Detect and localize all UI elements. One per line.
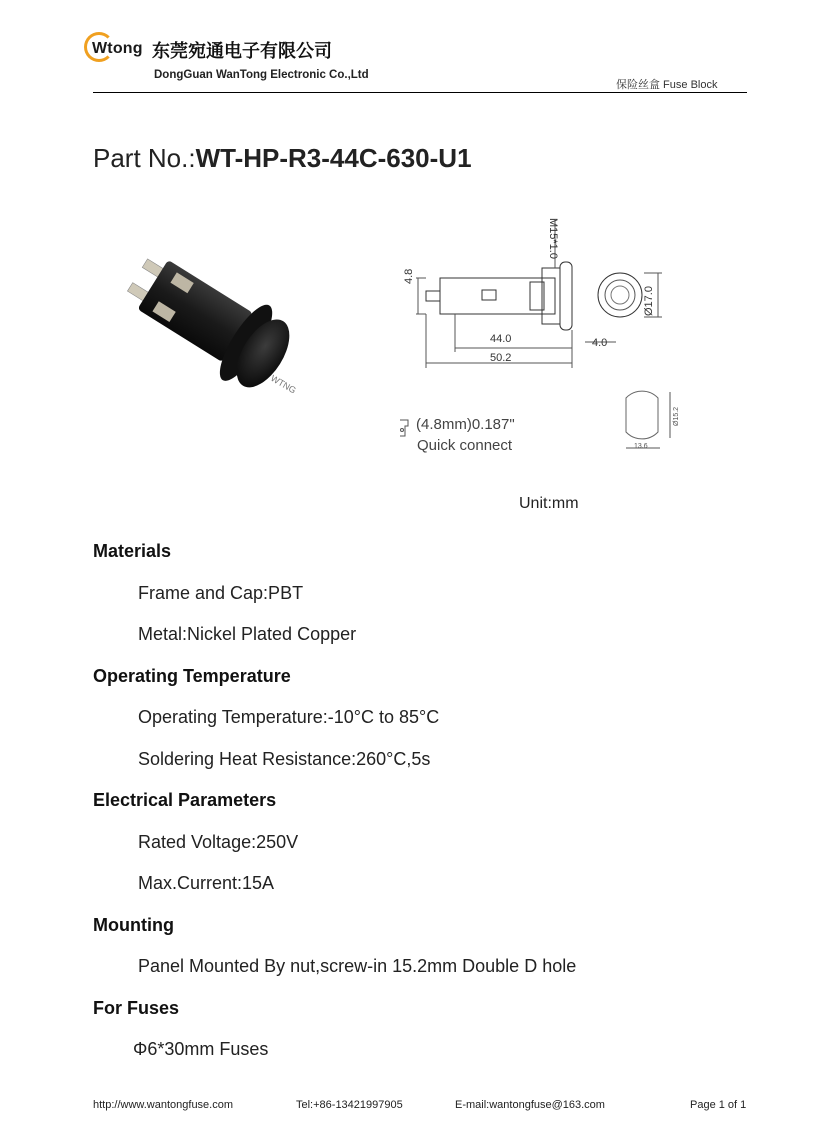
part-number: WT-HP-R3-44C-630-U1 <box>195 143 472 173</box>
section-title-for-fuses: For Fuses <box>93 998 180 1018</box>
page-number: Page 1 of 1 <box>690 1099 747 1111</box>
dim-tab-height: 4.8 <box>403 268 415 284</box>
footer-phone: Tel:+86-13421997905 <box>296 1099 403 1111</box>
dim-body-length: 44.0 <box>490 333 512 345</box>
spec-item: Soldering Heat Resistance:260°C,5s <box>138 749 431 769</box>
spec-item: Φ6*30mm Fuses <box>133 1039 269 1059</box>
spec-item: Frame and Cap:PBT <box>138 583 304 603</box>
dim-nut-width: 4.0 <box>592 337 608 349</box>
spec-item: Panel Mounted By nut,screw-in 15.2mm Double D hole <box>138 956 577 976</box>
dim-thread: M15*1.0 <box>547 218 559 259</box>
section-title-operating-temperature: Operating Temperature <box>93 666 291 686</box>
header-divider <box>93 92 747 93</box>
company-name-cn: 东莞宛通电子有限公司 <box>152 41 332 62</box>
unit-label: Unit:mm <box>519 495 579 512</box>
spec-item: Rated Voltage:250V <box>138 832 299 852</box>
section-title-materials: Materials <box>93 541 172 561</box>
tab-label: Quick connect <box>417 437 513 454</box>
document-type: 保险丝盒 Fuse Block <box>616 79 718 91</box>
dim-hole-width: 13.6 <box>634 443 648 450</box>
spec-item: Max.Current:15A <box>138 873 275 893</box>
cap-text: WTNG <box>269 373 298 396</box>
footer-website-link[interactable]: http://www.wantongfuse.com <box>93 1099 234 1111</box>
company-name-en: DongGuan WanTong Electronic Co.,Ltd <box>154 69 369 81</box>
section-title-electrical-parameters: Electrical Parameters <box>93 790 277 810</box>
technical-drawing <box>400 210 700 470</box>
part-number-title <box>93 143 472 174</box>
tab-size: (4.8mm)0.187" <box>416 416 515 433</box>
part-label: Part No.: <box>93 143 196 173</box>
dim-hole-diameter: Ø15.2 <box>673 406 680 426</box>
section-title-mounting: Mounting <box>93 915 174 935</box>
spec-item: Metal:Nickel Plated Copper <box>138 624 357 644</box>
spec-item: Operating Temperature:-10°C to 85°C <box>138 707 440 727</box>
dim-total-length: 50.2 <box>490 352 512 364</box>
product-photo <box>100 240 325 410</box>
logo-text: Wtong <box>92 40 143 57</box>
dim-diameter: Ø17.0 <box>643 286 655 316</box>
footer-email-link[interactable]: E-mail:wantongfuse@163.com <box>455 1099 605 1111</box>
